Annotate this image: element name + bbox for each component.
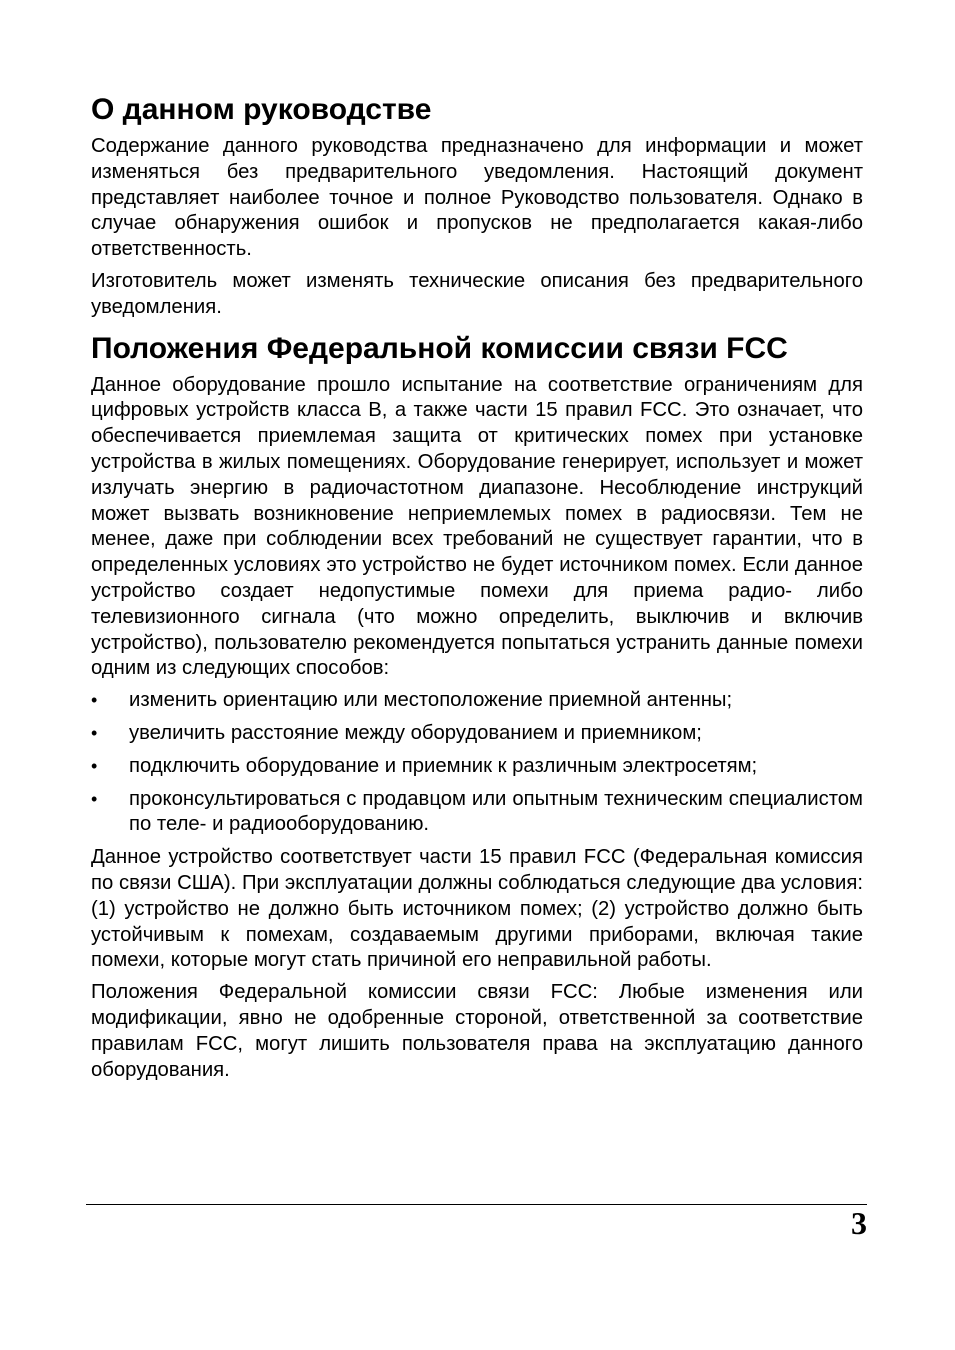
- paragraph-fcc-intro: Данное оборудование прошло испытание на соответствие ограничениям для цифровых устройств класса B, а также части 15 правил FCC. Это означает, что обеспечивается приемлемая защита от критических помех при установке устройства в жилых помещениях. Оборудование генерирует, использует и может излучать энергию в радиочастотном диапазоне. Несоблюдение инструкций может вызвать возникновение неприемлемых помех в радиосвязи. Тем не менее, даже при соблюдении всех требований не существует гарантии, что в определенных условиях это устройство не будет источником помех. Если данное устройство создает недопустимые помехи для приема радио- либо телевизионного сигнала (что можно определить, выключив и включив устройство), пользователю рекомендуется попытаться устранить данные помехи одним из следующих способов:: [91, 373, 863, 680]
- paragraph-manual-disclaimer: Содержание данного руководства предназначено для информации и может изменяться без предварительного уведомления. Настоящий документ представляет наиболее точное и полное Руководство пользователя. Однако в случае обнаружения ошибок и пропусков не предполагается какая-либо ответственность.: [91, 135, 863, 261]
- page-number: 3: [851, 1205, 867, 1241]
- section-title-about-manual: О данном руководстве: [91, 93, 432, 126]
- fcc-measures-list: [91, 688, 863, 838]
- section-title-fcc: Положения Федеральной комиссии связи FCC: [91, 331, 788, 365]
- list-item-text: проконсультироваться с продавцом или опытным техническим специалистом по теле- и радиооборудованию.: [129, 787, 863, 836]
- paragraph-fcc-modifications: Положения Федеральной комиссии связи FCC: Любые изменения или модификации, явно не одобренные стороной, ответственной за соответствие правилам FCC, могут лишить пользователя права на эксплуатацию данного оборудования.: [91, 981, 863, 1081]
- paragraph-fcc-part15: Данное устройство соответствует части 15 правил FCC (Федеральная комиссия по связи США). При эксплуатации должны соблюдаться следующие два условия: (1) устройство не должно быть источником помех; (2) устройство должно быть устойчивым к помехам, создаваемым другими приборами, включая такие помехи, которые могут стать причиной его неправильной работы.: [91, 846, 863, 972]
- list-item-text: изменить ориентацию или местоположение приемной антенны;: [129, 689, 733, 712]
- page-content: [91, 90, 863, 1089]
- bullet-icon: •: [91, 788, 98, 809]
- bullet-icon: •: [91, 722, 98, 743]
- paragraph-manufacturer-changes: Изготовитель может изменять технические описания без предварительного уведомления.: [91, 269, 863, 318]
- list-item: [91, 688, 863, 714]
- list-item: [91, 754, 863, 780]
- bullet-icon: •: [91, 690, 98, 711]
- footer-divider: [86, 1204, 867, 1205]
- list-item-text: увеличить расстояние между оборудованием и приемником;: [129, 721, 702, 744]
- list-item: [91, 787, 863, 839]
- list-item: [91, 721, 863, 747]
- list-item-text: подключить оборудование и приемник к различным электросетям;: [129, 754, 758, 777]
- bullet-icon: •: [91, 755, 98, 776]
